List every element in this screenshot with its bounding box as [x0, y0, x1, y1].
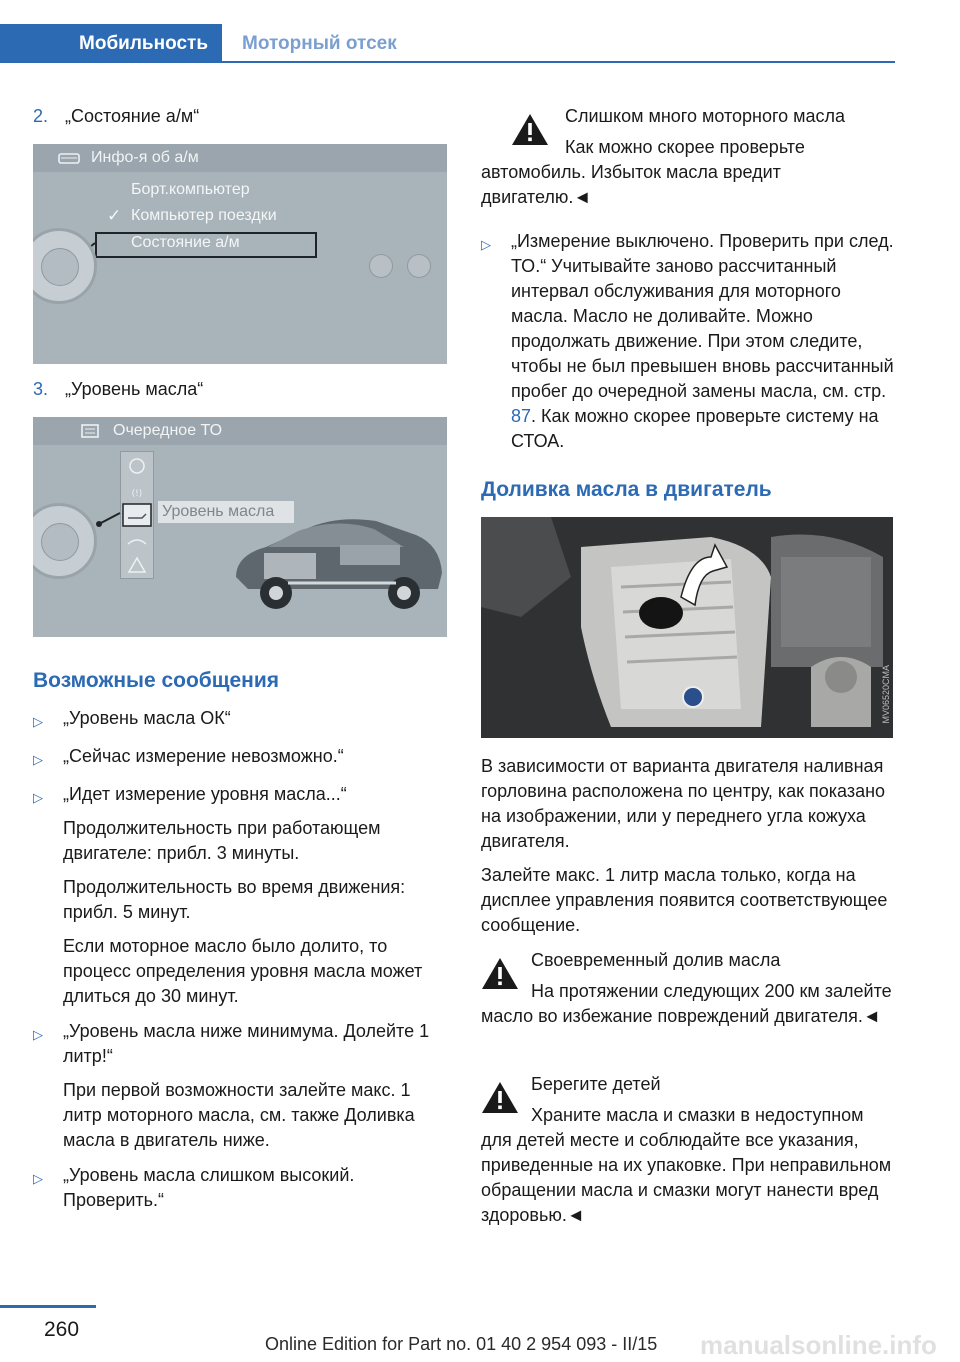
- list-item: [33, 782, 451, 1009]
- footer-divider: [0, 1305, 96, 1308]
- oil-level-label: Уровень масла: [162, 503, 275, 520]
- tab-engine-compartment-label: Моторный отсек: [242, 32, 397, 54]
- bullet-text: [511, 229, 895, 454]
- paragraph: Залейте макс. 1 литр масла только, когда на дисплее управления появится соответствующее сообщение.: [481, 865, 888, 935]
- triangle-bullet-icon: ▷: [33, 790, 43, 805]
- bullet-paragraph: Если моторное масло было долито, то процесс определения уровня масла может длиться до 30 минут.: [63, 936, 423, 1006]
- svg-text:(!): (!): [131, 489, 143, 499]
- bullet-text-part: „Измерение выключено. Проверить при след. ТО.“ Учитывайте заново рассчитанный интервал обслуживания для моторного масла. Масло не доливайте. Можно продолжать движение. При этом следите, чтобы не был превышен вновь рассчитанный пробег до очередной замены масла, см. стр.: [511, 231, 894, 401]
- bullet-text-part: . Как можно скорее проверьте систему на СТОА.: [511, 406, 879, 451]
- item-number: 2.: [33, 106, 49, 126]
- bullet-paragraph: При первой возможности залейте макс. 1 литр моторного масла, см. также Доливка масла в двигатель ниже.: [63, 1080, 415, 1150]
- photo-code: MV06520CMA: [881, 665, 891, 724]
- side-icon-square: [407, 254, 431, 278]
- page-link-87[interactable]: 87: [511, 406, 532, 426]
- warning-title: Слишком много моторного масла: [565, 106, 846, 126]
- menu-item-vehicle-status: Состояние а/м: [131, 234, 240, 251]
- list-item-3: [33, 377, 204, 402]
- triangle-bullet-icon: ▷: [33, 752, 43, 767]
- warning-title: Берегите детей: [531, 1074, 661, 1094]
- engine-bay-illustration: [481, 517, 893, 738]
- list-item: [481, 229, 895, 454]
- warning-timely-refill: [481, 948, 895, 1029]
- edition-note: Online Edition for Part no. 01 40 2 954 093 - II/15: [265, 1334, 658, 1354]
- warning-triangle-icon: [481, 1080, 519, 1118]
- triangle-bullet-icon: ▷: [33, 1027, 43, 1042]
- bullet-body: [63, 782, 451, 1009]
- item-label: „Уровень масла“: [65, 379, 204, 399]
- screen-title: Очередное ТО: [113, 422, 223, 439]
- triangle-bullet-icon: ▷: [33, 1171, 43, 1186]
- list-item: [33, 1163, 451, 1213]
- bullet-paragraph: Продолжительность при работающем двигателе: прибл. 3 минуты.: [63, 818, 381, 863]
- car-cutaway-illustration: [228, 507, 447, 617]
- tab-engine-compartment[interactable]: [242, 24, 397, 63]
- section-heading-messages: Возможные сообщения: [33, 669, 280, 692]
- list-item: [33, 744, 451, 772]
- item-label: „Состояние а/м“: [65, 106, 200, 126]
- warning-body: Храните масла и смазки в недоступном для детей месте и соблюдайте все указания, приведенные на их упаковке. При неправильном обращении масла и смазки могут нанести вред здоровью.◄: [481, 1105, 892, 1225]
- triangle-bullet-icon: ▷: [481, 237, 491, 252]
- warning-body: Как можно скорее проверьте автомобиль. Избыток масла вредит двигателю.◄: [481, 137, 805, 207]
- item-number: 3.: [33, 379, 49, 399]
- bullet-text: „Уровень масла слишком высокий. Проверить.“: [63, 1165, 355, 1210]
- bullet-text: „Уровень масла ниже минимума. Долейте 1 литр!“: [63, 1021, 430, 1066]
- engine-bay-photo: [481, 517, 893, 738]
- bullet-text: „Уровень масла ОК“: [63, 708, 231, 728]
- list-item-2: [33, 104, 200, 129]
- service-screen: [33, 417, 447, 637]
- bullet-paragraph: Продолжительность во время движения: прибл. 5 минут.: [63, 877, 406, 922]
- side-icon-round: [369, 254, 393, 278]
- list-item: [33, 706, 451, 734]
- vehicle-info-screen: [33, 144, 447, 364]
- menu-item-trip-computer: Борт.компьютер: [131, 181, 250, 198]
- warning-excess-oil: [481, 104, 895, 210]
- paragraph: В зависимости от варианта двигателя наливная горловина расположена по центру, как показано на изображении, или у переднего угла кожуха двигателя.: [481, 756, 886, 851]
- warning-triangle-icon: [511, 112, 549, 150]
- warning-triangle-icon: [481, 956, 519, 994]
- section-heading-oil-refill: Доливка масла в двигатель: [481, 478, 772, 501]
- watermark: manualsonline.info: [700, 1330, 937, 1360]
- warning-children: [481, 1072, 895, 1228]
- triangle-bullet-icon: ▷: [33, 714, 43, 729]
- tab-mobility[interactable]: [0, 24, 222, 63]
- page-number: 260: [44, 1318, 80, 1341]
- bullet-body: [63, 1019, 451, 1153]
- header-divider: [0, 61, 895, 63]
- bullet-text: „Идет измерение уровня масла...“: [63, 784, 347, 804]
- list-item: [33, 1019, 451, 1153]
- messages-list: [33, 706, 451, 1213]
- warning-body: На протяжении следующих 200 км залейте масло во избежание повреждений двигателя.◄: [481, 981, 892, 1026]
- bullet-text: „Сейчас измерение невозможно.“: [63, 746, 344, 766]
- menu-item-travel-computer: Компьютер поездки: [131, 207, 277, 224]
- check-icon: ✓: [107, 206, 122, 225]
- tab-mobility-label: Мобильность: [79, 32, 208, 54]
- oil-refill-text: [481, 754, 895, 947]
- screen-title: Инфо-я об а/м: [91, 149, 199, 166]
- warning-title: Своевременный долив масла: [531, 950, 781, 970]
